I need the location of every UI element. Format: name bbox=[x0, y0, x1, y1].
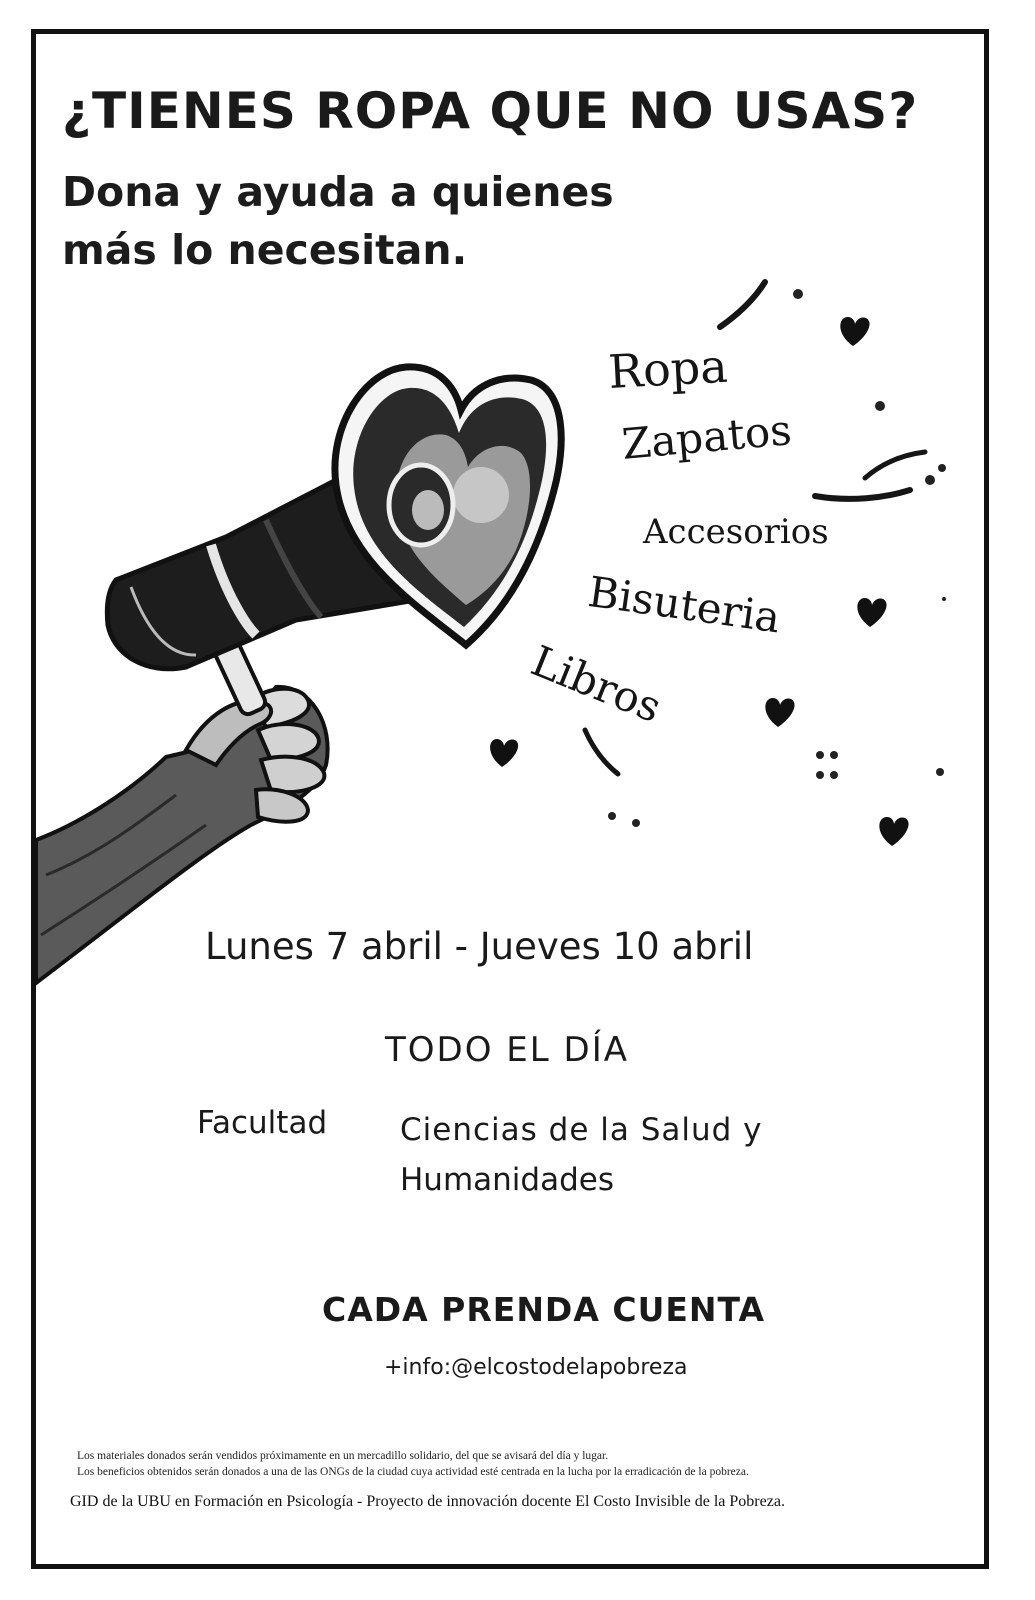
megaphone-heart-icon bbox=[36, 367, 561, 983]
venue-faculty: Facultad bbox=[197, 1105, 328, 1141]
fine-print-1: Los materiales donados serán vendidos próximamente en un mercadillo solidario, del que se avisará del día y lugar. bbox=[77, 1450, 609, 1462]
heart-icon bbox=[765, 698, 794, 727]
event-time: TODO EL DÍA bbox=[385, 1030, 629, 1070]
slogan: CADA PRENDA CUENTA bbox=[322, 1290, 766, 1329]
item-ropa: Ropa bbox=[607, 338, 729, 399]
venue-name-line2: Humanidades bbox=[400, 1162, 614, 1198]
item-bisuteria: Bisuteria bbox=[585, 567, 784, 643]
headline: ¿TIENES ROPA QUE NO USAS? bbox=[62, 82, 919, 140]
item-accesorios: Accesorios bbox=[643, 512, 829, 552]
fine-print-2: Los beneficios obtenidos serán donados a una de las ONGs de la ciudad cuya actividad esté centrada en la lucha por la erradicación de la pobreza. bbox=[77, 1466, 749, 1478]
megaphone-heart-illustration bbox=[36, 355, 596, 995]
heart-icon bbox=[857, 598, 886, 627]
item-libros: Libros bbox=[524, 636, 669, 733]
credit-line: GID de la UBU en Formación en Psicología - Proyecto de innovación docente El Costo Invisible de la Pobreza. bbox=[70, 1493, 785, 1510]
subline-2: más lo necesitan. bbox=[62, 226, 468, 274]
event-dates: Lunes 7 abril - Jueves 10 abril bbox=[205, 925, 754, 968]
heart-icon bbox=[879, 817, 908, 846]
info-handle: +info:@elcostodelapobreza bbox=[384, 1355, 688, 1380]
heart-icon bbox=[840, 317, 869, 346]
subline-1: Dona y ayuda a quienes bbox=[62, 168, 614, 216]
item-zapatos: Zapatos bbox=[620, 405, 794, 469]
venue-name-line1: Ciencias de la Salud y bbox=[400, 1112, 763, 1148]
